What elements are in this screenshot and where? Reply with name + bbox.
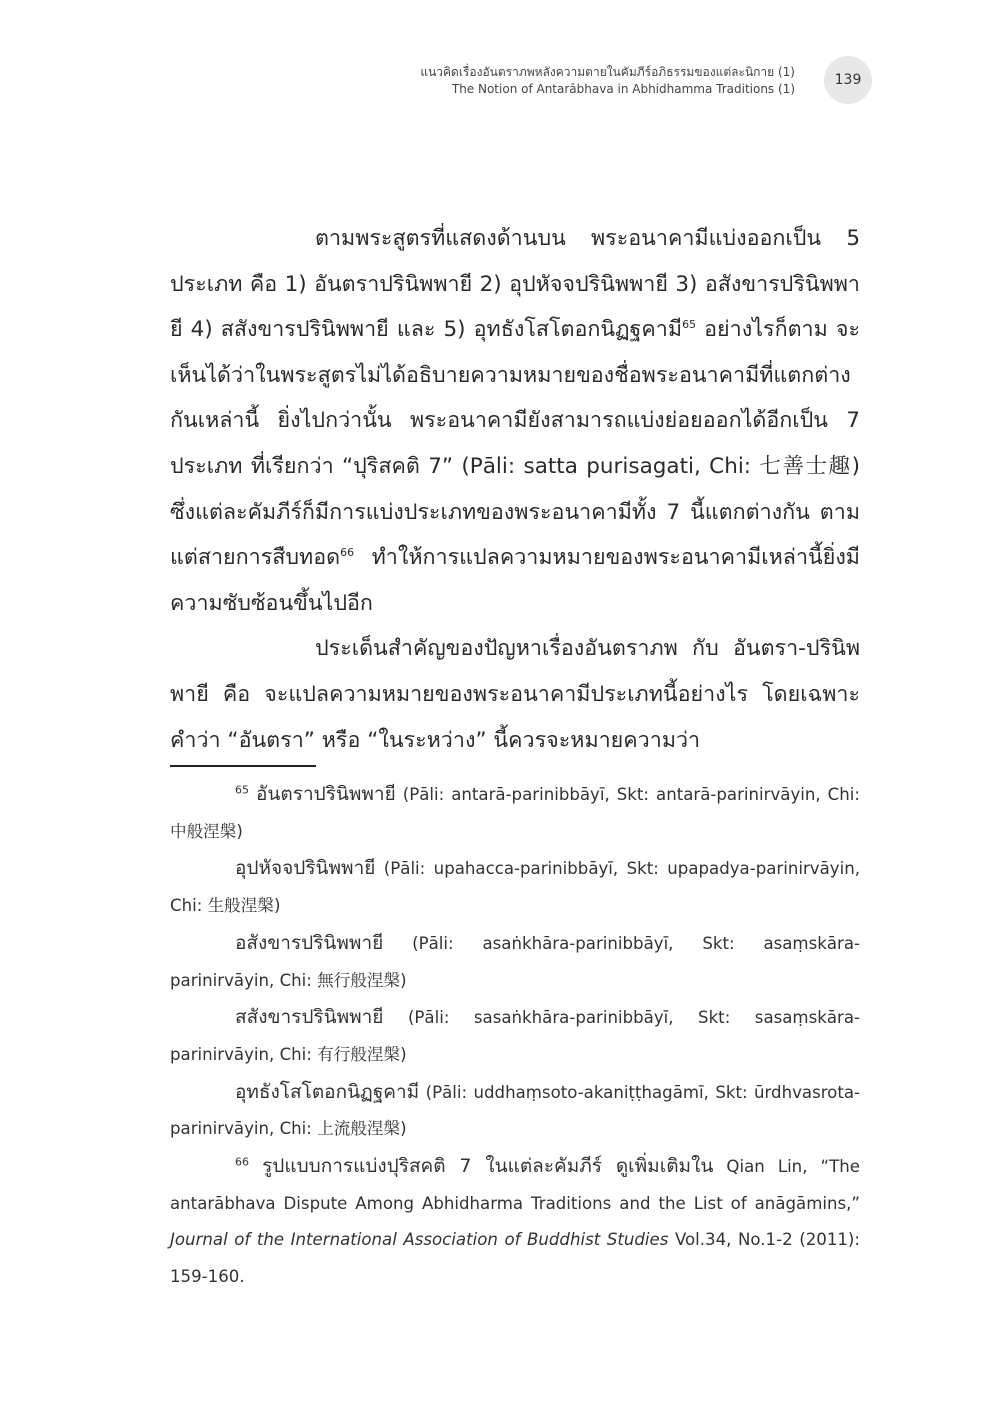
footnote-thai-term: อุทธังโสโตอกนิฏฐคามี	[235, 1080, 420, 1103]
footnote-ref-66[interactable]: 66	[340, 546, 355, 559]
footnote-65-entry-3	[170, 925, 860, 999]
footnote-gloss: (Pāli: sasaṅkhāra-parinibbāyī, Skt: sasaṃskāra-parinirvāyin, Chi: 有行般涅槃)	[170, 1008, 860, 1064]
page-number-badge: 139	[824, 56, 872, 104]
footnote-65-entry-1	[170, 776, 860, 850]
body-p1-text-b: อย่างไรก็ตาม จะเห็นได้ว่าในพระสูตรไม่ได้อธิบายความหมายของชื่อพระอนาคามีที่แตกต่างกันเหล่านี้ ยิ่งไปกว่านั้น พระอนาคามียังสามารถแบ่งย่อยออกได้อีกเป็น 7 ประเภท ที่เรียกว่า “ปุริสคติ 7” (Pāli: satta purisagati, Chi: 七善士趣) ซึ่งแต่ละคัมภีร์ก็มีการแบ่งประเภทของพระอนาคามีทั้ง 7 นี้แตกต่างกัน ตามแต่สายการสืบทอด	[170, 317, 861, 571]
footnote-thai-term: สสังขารปรินิพพายี	[235, 1006, 384, 1029]
footnote-divider	[170, 765, 316, 767]
footnote-65-entry-2	[170, 850, 860, 924]
footnote-gloss: (Pāli: upahacca-parinibbāyī, Skt: upapadya-parinirvāyin, Chi: 生般涅槃)	[170, 859, 860, 916]
footnote-thai-term: อสังขารปรินิพพายี	[235, 931, 384, 954]
header-thai-title: แนวคิดเรื่องอันตราภพหลังความตายในคัมภีร์อภิธรรมของแต่ละนิกาย (1)	[420, 65, 795, 79]
footnote-number-65: 65	[235, 783, 249, 797]
footnote-65-entry-5	[170, 1074, 860, 1148]
footnote-66	[170, 1148, 860, 1296]
running-header	[420, 64, 795, 98]
footnote-ref-65[interactable]: 65	[682, 318, 697, 332]
body-p1-text-a: ตามพระสูตรที่แสดงด้านบน พระอนาคามีแบ่งออกเป็น 5 ประเภท คือ 1) อันตราปรินิพพายี 2) อุปหัจจปรินิพพายี 3) อสังขารปรินิพพายี 4) สสังขารปรินิพพายี และ 5) อุทธังโสโตอกนิฏฐคามี	[170, 226, 860, 343]
footnote-gloss: (Pāli: asaṅkhāra-parinibbāyī, Skt: asaṃskāra-parinirvāyin, Chi: 無行般涅槃)	[170, 933, 860, 990]
footnote-number-66: 66	[235, 1155, 249, 1169]
body-p1-text-c: ทำให้การแปลความหมายของพระอนาคามีเหล่านี้ยิ่งมีความซับซ้อนขึ้นไปอีก	[170, 545, 860, 616]
body-paragraph-2: ประเด็นสำคัญของปัญหาเรื่องอันตราภพ กับ อันตรา-ปรินิพพายี คือ จะแปลความหมายของพระอนาคามีประเภทนี้อย่างไร โดยเฉพาะคำว่า “อันตรา” หรือ “ในระหว่าง” นี้ควรจะหมายความว่า	[170, 636, 860, 753]
footnote-65-entry-4	[170, 999, 860, 1073]
footnote-gloss: (Pāli: antarā-parinibbāyī, Skt: antarā-parinirvāyin, Chi: 中般涅槃)	[170, 785, 860, 841]
main-text	[170, 216, 860, 763]
footnote-thai-term: อันตราปรินิพพายี	[256, 783, 396, 805]
footnote-66-journal: Journal of the International Association of Buddhist Studies	[170, 1230, 669, 1250]
footnotes	[170, 776, 860, 1296]
footnote-66-author: Qian Lin, “The antarābhava Dispute Among Abhidharma Traditions and the List of anāgāmins,”	[170, 1157, 861, 1213]
body-paragraph-1	[170, 216, 860, 626]
footnote-gloss: (Pāli: uddhaṃsoto-akaniṭṭhagāmī, Skt: ūrdhvasrota-parinirvāyin, Chi: 上流般涅槃)	[170, 1082, 860, 1139]
footnote-thai-term: อุปหัจจปรินิพพายี	[235, 857, 376, 880]
footnote-66-details: Vol.34, No.1-2 (2011): 159-160.	[170, 1230, 860, 1287]
header-english-title: The Notion of Antarābhava in Abhidhamma Traditions (1)	[451, 82, 795, 96]
footnote-66-thai: รูปแบบการแบ่งปุริสคติ 7 ในแต่ละคัมภีร์ ดูเพิ่มเติมใน	[262, 1155, 714, 1178]
